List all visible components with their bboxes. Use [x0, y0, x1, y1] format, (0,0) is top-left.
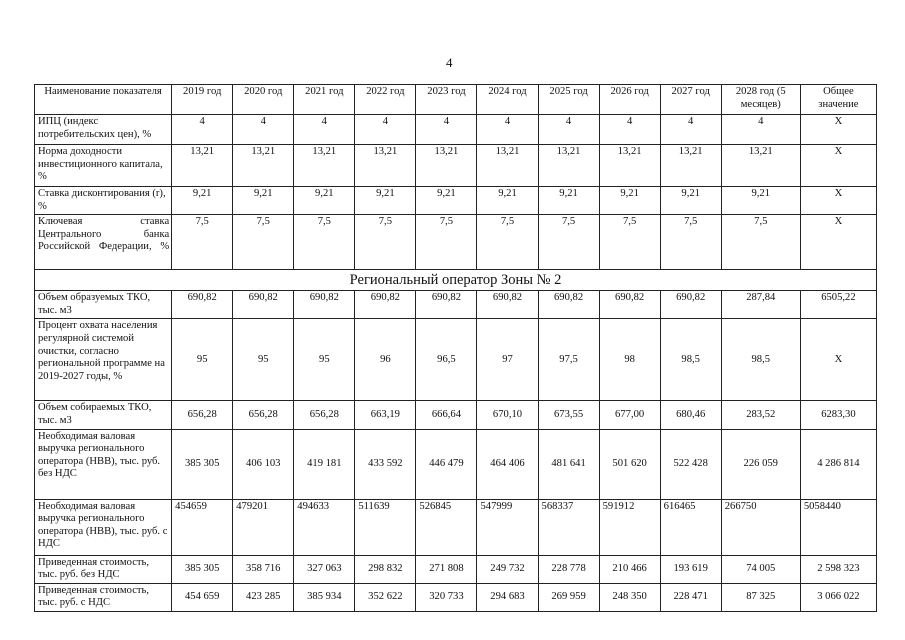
column-header: 2024 год [477, 85, 538, 115]
table-cell: 9,21 [721, 187, 800, 215]
table-row [35, 555, 877, 583]
column-header: Наименование показателя [35, 85, 172, 115]
table-cell: 406 103 [233, 429, 294, 499]
table-cell: 454 659 [172, 583, 233, 611]
table-cell: 287,84 [721, 291, 800, 319]
table-cell: 4 [416, 115, 477, 145]
table-cell: 7,5 [538, 215, 599, 270]
table-cell: 423 285 [233, 583, 294, 611]
table-cell: 385 305 [172, 555, 233, 583]
table-cell: 666,64 [416, 401, 477, 429]
table-cell: 96 [355, 319, 416, 401]
section-title: Региональный оператор Зоны № 2 [35, 270, 877, 291]
table-cell: 9,21 [477, 187, 538, 215]
table-cell: 385 934 [294, 583, 355, 611]
table-cell: 271 808 [416, 555, 477, 583]
table-cell: 479201 [233, 499, 294, 555]
table-cell: 13,21 [233, 145, 294, 187]
table-row [35, 401, 877, 429]
table-cell: 7,5 [599, 215, 660, 270]
table-cell: 501 620 [599, 429, 660, 499]
row-label: Объем образуемых ТКО, тыс. м3 [35, 291, 172, 319]
table-cell: 464 406 [477, 429, 538, 499]
table-cell: 656,28 [233, 401, 294, 429]
table-cell: 680,46 [660, 401, 721, 429]
column-header: 2025 год [538, 85, 599, 115]
table-cell: 4 [294, 115, 355, 145]
table-cell: 9,21 [172, 187, 233, 215]
table-cell: 9,21 [538, 187, 599, 215]
table-cell: 4 [233, 115, 294, 145]
column-header: 2028 год (5 месяцев) [721, 85, 800, 115]
table-cell: 210 466 [599, 555, 660, 583]
row-label: Необходимая валовая выручка регионального оператора (НВВ), тыс. руб. без НДС [35, 429, 172, 499]
table-cell: 7,5 [721, 215, 800, 270]
table-cell: 6283,30 [800, 401, 876, 429]
table-cell: 690,82 [355, 291, 416, 319]
table-cell: 656,28 [172, 401, 233, 429]
table-cell: 74 005 [721, 555, 800, 583]
table-row [35, 145, 877, 187]
table-cell: 670,10 [477, 401, 538, 429]
row-label: Процент охвата населения регулярной системой очистки, согласно региональной программе на 2019-2027 годы, % [35, 319, 172, 401]
table-cell: 13,21 [416, 145, 477, 187]
table-cell: 98 [599, 319, 660, 401]
table-cell: 4 [355, 115, 416, 145]
table-cell: 433 592 [355, 429, 416, 499]
column-header: 2027 год [660, 85, 721, 115]
table-cell: 446 479 [416, 429, 477, 499]
column-header: 2023 год [416, 85, 477, 115]
table-cell: 481 641 [538, 429, 599, 499]
table-cell: 294 683 [477, 583, 538, 611]
table-cell: 690,82 [599, 291, 660, 319]
table-cell: 4 [599, 115, 660, 145]
table-cell: 248 350 [599, 583, 660, 611]
table-cell: 228 471 [660, 583, 721, 611]
table-cell: 526845 [416, 499, 477, 555]
row-label: ИПЦ (индекс потребительских цен), % [35, 115, 172, 145]
table-cell: 7,5 [294, 215, 355, 270]
table-cell: 690,82 [233, 291, 294, 319]
table-cell: 9,21 [416, 187, 477, 215]
table-cell: X [800, 115, 876, 145]
row-label: Приведенная стоимость, тыс. руб. с НДС [35, 583, 172, 611]
table-cell: 9,21 [660, 187, 721, 215]
table-cell: 7,5 [172, 215, 233, 270]
table-row [35, 115, 877, 145]
table-cell: 266750 [721, 499, 800, 555]
table-cell: 673,55 [538, 401, 599, 429]
table-cell: 226 059 [721, 429, 800, 499]
table-cell: 249 732 [477, 555, 538, 583]
table-cell: 95 [294, 319, 355, 401]
table-cell: 690,82 [538, 291, 599, 319]
table-cell: 663,19 [355, 401, 416, 429]
table-cell: 690,82 [294, 291, 355, 319]
column-header: Общее значение [800, 85, 876, 115]
table-cell: 7,5 [355, 215, 416, 270]
row-label: Ключевая ставка Центрального банка Российской Федерации, % [35, 215, 172, 270]
table-cell: 4 [721, 115, 800, 145]
table-cell: 690,82 [172, 291, 233, 319]
table-cell: 269 959 [538, 583, 599, 611]
column-header: 2019 год [172, 85, 233, 115]
table-cell: 494633 [294, 499, 355, 555]
table-cell: 13,21 [172, 145, 233, 187]
page-number: 4 [446, 55, 453, 70]
table-cell: 228 778 [538, 555, 599, 583]
table-cell: 13,21 [660, 145, 721, 187]
table-cell: 95 [233, 319, 294, 401]
table-cell: 6505,22 [800, 291, 876, 319]
table-cell: 7,5 [233, 215, 294, 270]
row-label: Приведенная стоимость, тыс. руб. без НДС [35, 555, 172, 583]
table-cell: 327 063 [294, 555, 355, 583]
table-cell: 7,5 [477, 215, 538, 270]
table-cell: 4 [172, 115, 233, 145]
section-row [35, 270, 877, 291]
table-cell: 320 733 [416, 583, 477, 611]
table-cell: X [800, 319, 876, 401]
table-cell: 98,5 [660, 319, 721, 401]
table-cell: 13,21 [721, 145, 800, 187]
table-cell: 690,82 [416, 291, 477, 319]
table-cell: 9,21 [599, 187, 660, 215]
table-cell: X [800, 145, 876, 187]
table-cell: 677,00 [599, 401, 660, 429]
table-cell: 4 [477, 115, 538, 145]
table-cell: 98,5 [721, 319, 800, 401]
table-cell: 690,82 [660, 291, 721, 319]
table-cell: 87 325 [721, 583, 800, 611]
table-cell: 4 [660, 115, 721, 145]
table-cell: 4 [538, 115, 599, 145]
table-cell: 13,21 [599, 145, 660, 187]
table-cell: 95 [172, 319, 233, 401]
table-cell: 5058440 [800, 499, 876, 555]
table-cell: 9,21 [233, 187, 294, 215]
table-cell: 616465 [660, 499, 721, 555]
table-row [35, 215, 877, 270]
table-row [35, 291, 877, 319]
table-cell: 522 428 [660, 429, 721, 499]
table-cell: 97 [477, 319, 538, 401]
table-cell: 7,5 [416, 215, 477, 270]
table-cell: 511639 [355, 499, 416, 555]
column-header: 2026 год [599, 85, 660, 115]
table-cell: 591912 [599, 499, 660, 555]
table-cell: 13,21 [538, 145, 599, 187]
column-header: 2021 год [294, 85, 355, 115]
column-header: 2020 год [233, 85, 294, 115]
table-cell: 568337 [538, 499, 599, 555]
header-row [35, 85, 877, 115]
table-cell: 13,21 [355, 145, 416, 187]
column-header: 2022 год [355, 85, 416, 115]
table-cell: 97,5 [538, 319, 599, 401]
table-cell: 193 619 [660, 555, 721, 583]
table-cell: 656,28 [294, 401, 355, 429]
table-cell: 13,21 [294, 145, 355, 187]
table-cell: 547999 [477, 499, 538, 555]
table-cell: 7,5 [660, 215, 721, 270]
table-row [35, 499, 877, 555]
table-cell: 4 286 814 [800, 429, 876, 499]
row-label: Объем собираемых ТКО, тыс. м3 [35, 401, 172, 429]
table-cell: X [800, 215, 876, 270]
table-cell: 358 716 [233, 555, 294, 583]
table-cell: 419 181 [294, 429, 355, 499]
table-cell: 298 832 [355, 555, 416, 583]
table-cell: 352 622 [355, 583, 416, 611]
row-label: Ставка дисконтирования (r), % [35, 187, 172, 215]
table-cell: 2 598 323 [800, 555, 876, 583]
row-label: Норма доходности инвестиционного капитала, % [35, 145, 172, 187]
table-row [35, 429, 877, 499]
table-cell: 9,21 [294, 187, 355, 215]
table-cell: 9,21 [355, 187, 416, 215]
table-cell: 454659 [172, 499, 233, 555]
data-table [34, 84, 877, 612]
table-cell: 96,5 [416, 319, 477, 401]
table-row [35, 319, 877, 401]
table-row [35, 583, 877, 611]
table-cell: 690,82 [477, 291, 538, 319]
row-label: Необходимая валовая выручка регионального оператора (НВВ), тыс. руб. с НДС [35, 499, 172, 555]
table-row [35, 187, 877, 215]
table-cell: 283,52 [721, 401, 800, 429]
table-cell: 13,21 [477, 145, 538, 187]
table-cell: 3 066 022 [800, 583, 876, 611]
table-cell: X [800, 187, 876, 215]
table-cell: 385 305 [172, 429, 233, 499]
